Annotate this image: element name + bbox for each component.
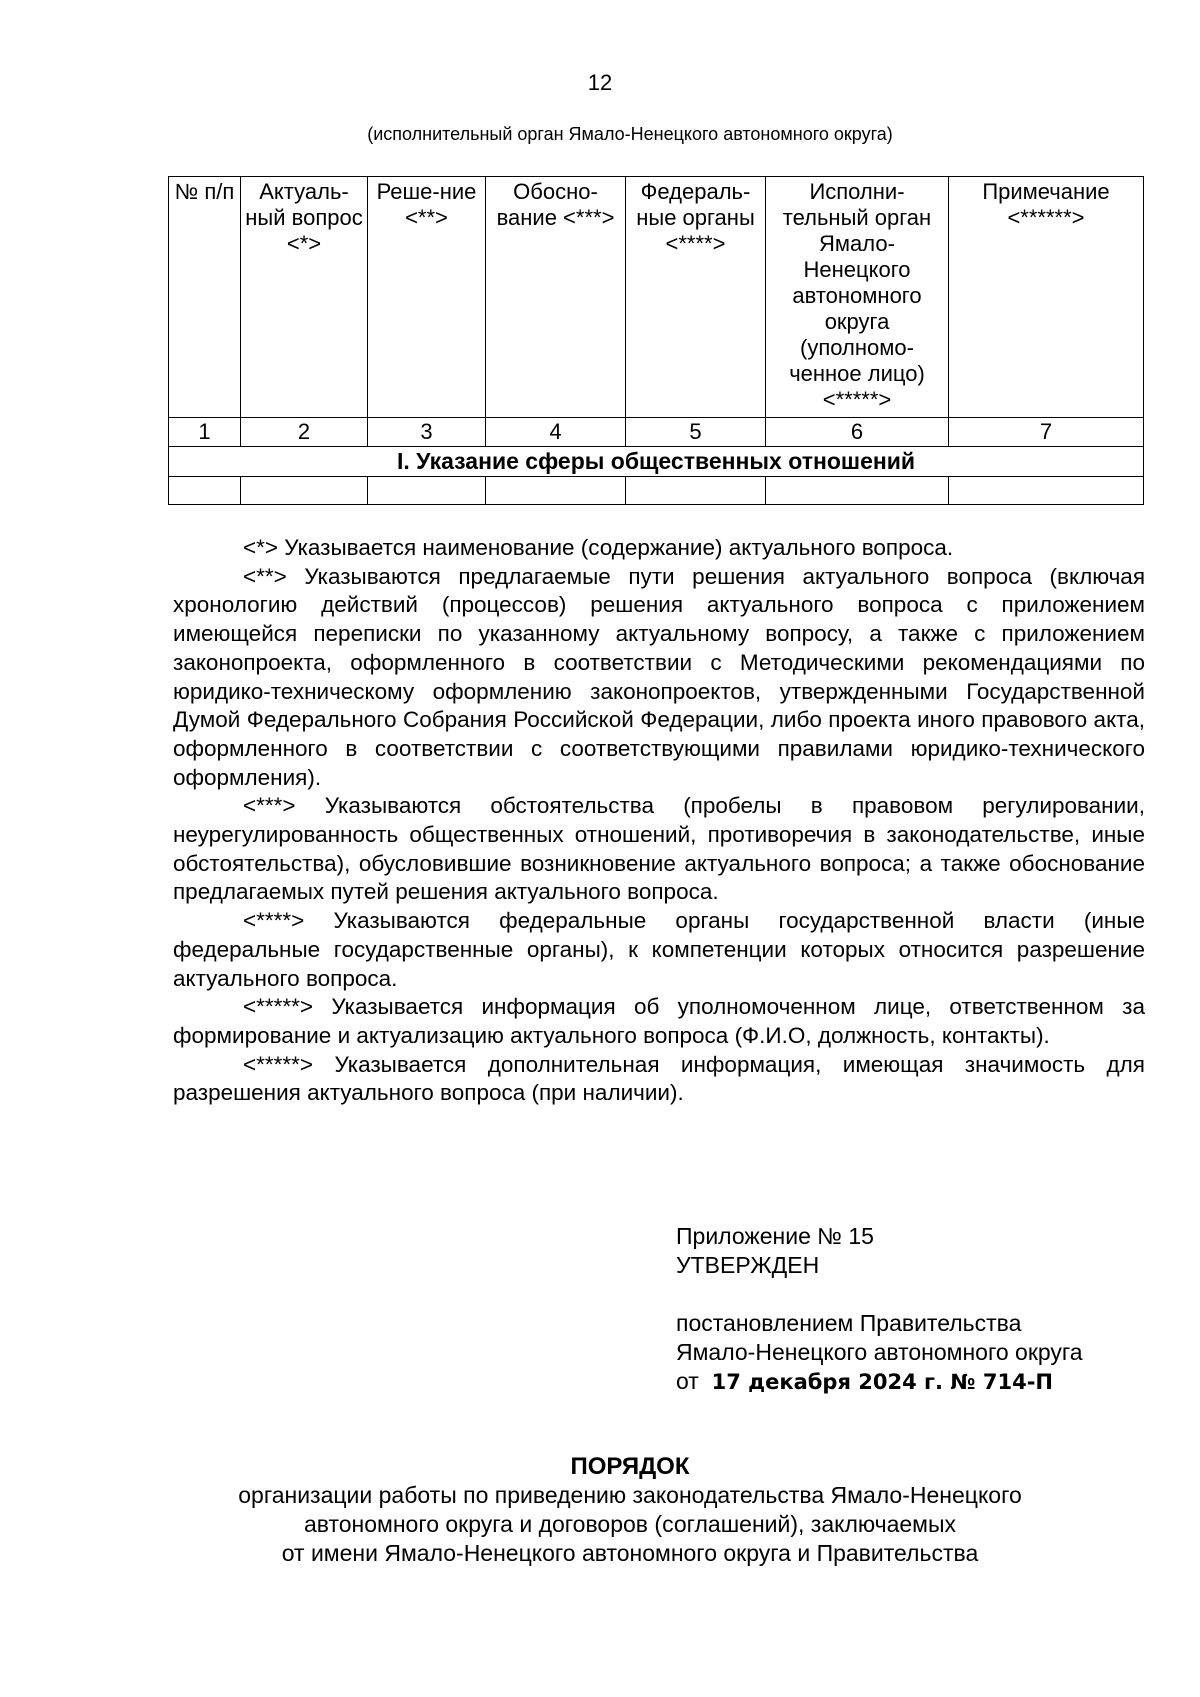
page-number: 12: [587, 70, 613, 95]
document-subtitle-line: автономного округа и договоров (соглашений), заключаемых: [303, 1511, 957, 1537]
column-number: 6: [766, 418, 949, 447]
empty-cell: [241, 477, 368, 505]
approval-block: [676, 1222, 1083, 1397]
approval-date-line: [676, 1367, 1083, 1397]
section-row: [169, 447, 1144, 477]
document-heading: ПОРЯДОК: [570, 1453, 690, 1480]
empty-cell: [368, 477, 486, 505]
header-cell: Реше-ние <**>: [368, 177, 486, 418]
appendix-label: Приложение № 15: [676, 1223, 874, 1249]
footnotes: [173, 534, 1145, 1108]
issues-table: [168, 176, 1144, 505]
document-subtitle-line: организации работы по приведению законодательства Ямало-Ненецкого: [238, 1482, 1022, 1508]
document-title: [0, 1452, 1200, 1568]
footnote: <***> Указываются обстоятельства (пробелы в правовом регулировании, неурегулированность общественных отношений, противоречия в законодательстве, иные обстоятельства), обусловившие возникновение актуального вопроса; а также обоснование предлагаемых путей решения актуального вопроса.: [173, 793, 1145, 905]
table-header-row: [169, 177, 1144, 418]
footnote: <*****> Указывается дополнительная информация, имеющая значимость для разрешения актуального вопроса (при наличии).: [173, 1051, 1145, 1106]
column-number: 5: [626, 418, 766, 447]
column-number: 3: [368, 418, 486, 447]
empty-cell: [626, 477, 766, 505]
header-cell: Актуаль-ный вопрос <*>: [241, 177, 368, 418]
approval-line: постановлением Правительства: [676, 1310, 1022, 1336]
header-cell: Примечание <******>: [949, 177, 1144, 418]
header-cell: Федераль-ные органы <****>: [626, 177, 766, 418]
column-number-row: [169, 418, 1144, 447]
empty-cell: [486, 477, 626, 505]
footnote: <****> Указываются федеральные органы государственной власти (иные федеральные государственные органы), к компетенции которых относится разрешение актуального вопроса.: [173, 908, 1145, 991]
column-number: 2: [241, 418, 368, 447]
date-prefix: от: [676, 1368, 699, 1394]
approved-label: УТВЕРЖДЕН: [676, 1252, 820, 1278]
empty-row: [169, 477, 1144, 505]
table-caption: (исполнительный орган Ямало-Ненецкого автономного округа): [367, 124, 893, 144]
header-cell: Исполни-тельный орган Ямало-Ненецкого автономного округа (уполномо-ченное лицо) <*****>: [766, 177, 949, 418]
footnote: <**> Указываются предлагаемые пути решения актуального вопроса (включая хронологию действий (процессов) решения актуального вопроса с приложением имеющейся переписки по указанному актуальному вопросу, а также с приложением законопроекта, оформленного в соответствии с Методическими рекомендациями по юридико-техническому оформлению законопроектов, утвержденными Государственной Думой Федерального Собрания Российской Федерации, либо проекта иного правового акта, оформленного в соответствии с соответствующими правилами юридико-технического оформления).: [173, 563, 1145, 790]
column-number: 7: [949, 418, 1144, 447]
empty-cell: [949, 477, 1144, 505]
empty-cell: [169, 477, 241, 505]
footnote: <*****> Указывается информация об уполномоченном лице, ответственном за формирование и актуализацию актуального вопроса (Ф.И.О, должность, контакты).: [173, 994, 1145, 1048]
header-cell: № п/п: [169, 177, 241, 418]
approval-line: Ямало-Ненецкого автономного округа: [676, 1339, 1083, 1365]
section-title: I. Указание сферы общественных отношений: [169, 447, 1144, 477]
approval-date: 17 декабря 2024 г. № 714-П: [711, 1370, 1053, 1394]
column-number: 1: [169, 418, 241, 447]
footnote: <*> Указывается наименование (содержание) актуального вопроса.: [243, 535, 954, 560]
empty-cell: [766, 477, 949, 505]
document-subtitle-line: от имени Ямало-Ненецкого автономного округа и Правительства: [281, 1540, 979, 1566]
header-cell: Обосно-вание <***>: [486, 177, 626, 418]
column-number: 4: [486, 418, 626, 447]
